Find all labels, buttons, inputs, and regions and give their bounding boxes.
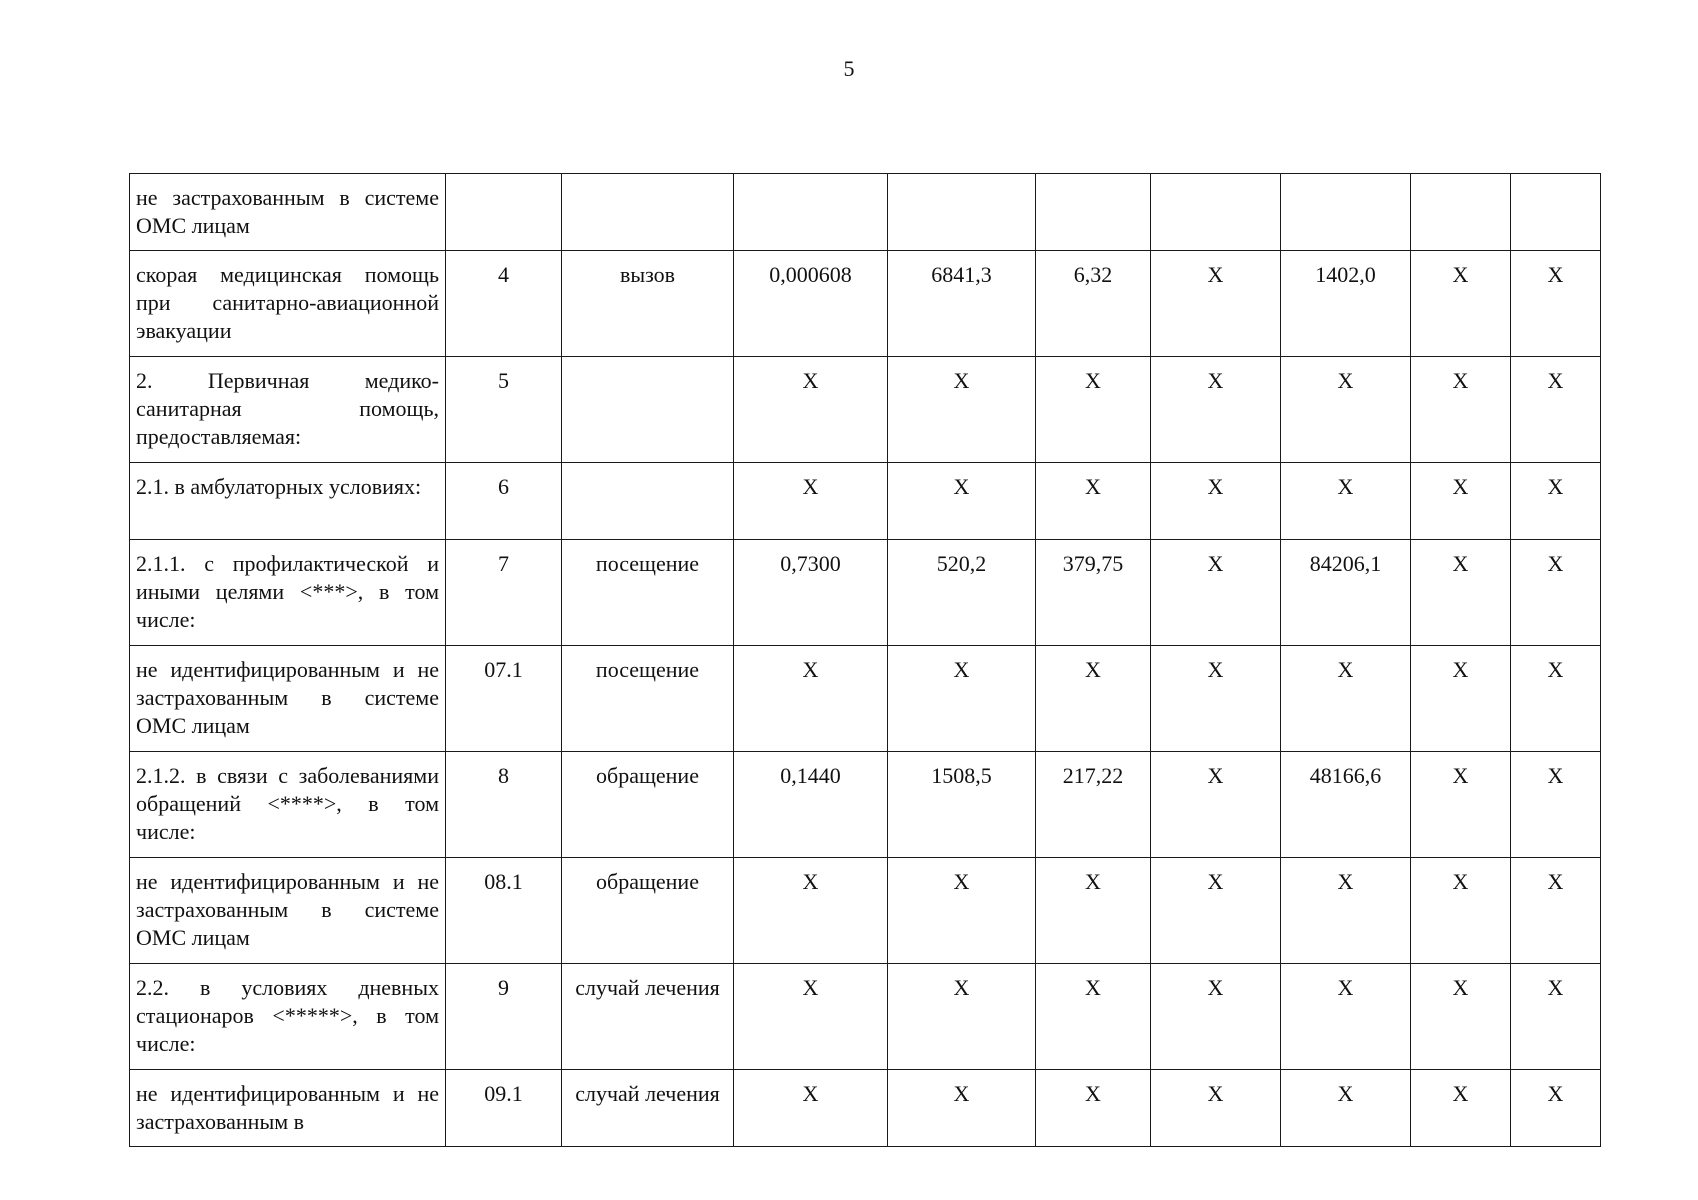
value-cell: 520,2	[888, 540, 1036, 646]
value-cell: X	[734, 463, 888, 540]
unit-cell	[562, 357, 734, 463]
value-cell: 6841,3	[888, 251, 1036, 357]
value-cell: X	[1511, 964, 1601, 1070]
row-name-cell: 2. Первичная медико-санитарная помощь, предоставляемая:	[130, 357, 446, 463]
row-name-cell: не застрахованным в системе ОМС лицам	[130, 174, 446, 251]
value-cell	[888, 174, 1036, 251]
value-cell: X	[1511, 752, 1601, 858]
row-number-cell: 7	[446, 540, 562, 646]
value-cell: X	[1411, 1070, 1511, 1147]
value-cell	[1151, 174, 1281, 251]
unit-cell	[562, 463, 734, 540]
unit-cell	[562, 174, 734, 251]
value-cell: X	[888, 1070, 1036, 1147]
row-name-cell: не идентифицированным и не застрахованным в системе ОМС лицам	[130, 858, 446, 964]
value-cell: X	[1151, 964, 1281, 1070]
table-row	[130, 357, 1601, 463]
value-cell: X	[1281, 357, 1411, 463]
unit-cell: обращение	[562, 752, 734, 858]
value-cell: X	[1151, 752, 1281, 858]
row-number-cell: 4	[446, 251, 562, 357]
value-cell: X	[734, 1070, 888, 1147]
value-cell: X	[734, 964, 888, 1070]
table-row	[130, 858, 1601, 964]
table-row	[130, 646, 1601, 752]
value-cell	[1036, 174, 1151, 251]
unit-cell: случай лечения	[562, 1070, 734, 1147]
unit-cell: вызов	[562, 251, 734, 357]
value-cell: X	[1411, 646, 1511, 752]
value-cell	[1511, 174, 1601, 251]
value-cell: X	[1281, 646, 1411, 752]
value-cell: X	[888, 463, 1036, 540]
table-row	[130, 174, 1601, 251]
value-cell: X	[1151, 646, 1281, 752]
value-cell: X	[1151, 540, 1281, 646]
value-cell: X	[1411, 357, 1511, 463]
row-name-cell: не идентифицированным и не застрахованным в системе ОМС лицам	[130, 646, 446, 752]
row-number-cell	[446, 174, 562, 251]
page-number: 5	[843, 56, 855, 81]
value-cell: X	[1411, 463, 1511, 540]
value-cell: X	[1281, 463, 1411, 540]
row-name-cell: 2.2. в условиях дневных стационаров <*****>, в том числе:	[130, 964, 446, 1070]
value-cell: 84206,1	[1281, 540, 1411, 646]
value-cell: X	[1036, 858, 1151, 964]
value-cell: X	[888, 964, 1036, 1070]
value-cell: X	[1151, 357, 1281, 463]
row-number-cell: 08.1	[446, 858, 562, 964]
medical-care-table	[129, 173, 1601, 1147]
row-number-cell: 5	[446, 357, 562, 463]
value-cell: X	[1511, 1070, 1601, 1147]
row-number-cell: 8	[446, 752, 562, 858]
value-cell	[1411, 174, 1511, 251]
value-cell: X	[1411, 858, 1511, 964]
unit-cell: обращение	[562, 858, 734, 964]
row-name-cell: 2.1.2. в связи с заболеваниями обращений <****>, в том числе:	[130, 752, 446, 858]
value-cell: X	[1151, 858, 1281, 964]
table-row	[130, 1070, 1601, 1147]
value-cell: 217,22	[1036, 752, 1151, 858]
row-number-cell: 9	[446, 964, 562, 1070]
value-cell: X	[734, 357, 888, 463]
value-cell: 0,1440	[734, 752, 888, 858]
unit-cell: посещение	[562, 646, 734, 752]
value-cell: X	[888, 858, 1036, 964]
value-cell: X	[1151, 251, 1281, 357]
table-row	[130, 463, 1601, 540]
value-cell	[1281, 174, 1411, 251]
value-cell: 1402,0	[1281, 251, 1411, 357]
value-cell: X	[1511, 858, 1601, 964]
value-cell: 0,000608	[734, 251, 888, 357]
value-cell: X	[1511, 646, 1601, 752]
value-cell: X	[1411, 752, 1511, 858]
row-name-cell: 2.1. в амбулаторных условиях:	[130, 463, 446, 540]
value-cell: X	[1411, 251, 1511, 357]
value-cell: X	[1511, 357, 1601, 463]
value-cell: X	[1151, 463, 1281, 540]
row-number-cell: 07.1	[446, 646, 562, 752]
value-cell: X	[1511, 251, 1601, 357]
value-cell: X	[1036, 964, 1151, 1070]
value-cell	[734, 174, 888, 251]
value-cell: 6,32	[1036, 251, 1151, 357]
row-number-cell: 6	[446, 463, 562, 540]
row-name-cell: 2.1.1. с профилактической и иными целями <***>, в том числе:	[130, 540, 446, 646]
table-row	[130, 964, 1601, 1070]
value-cell: 1508,5	[888, 752, 1036, 858]
value-cell: X	[1036, 357, 1151, 463]
value-cell: X	[888, 646, 1036, 752]
value-cell: X	[888, 357, 1036, 463]
table-row	[130, 752, 1601, 858]
value-cell: X	[1511, 463, 1601, 540]
value-cell: X	[1281, 964, 1411, 1070]
unit-cell: случай лечения	[562, 964, 734, 1070]
value-cell: 48166,6	[1281, 752, 1411, 858]
value-cell: X	[734, 646, 888, 752]
table-row	[130, 540, 1601, 646]
value-cell: X	[1511, 540, 1601, 646]
table-row	[130, 251, 1601, 357]
value-cell: X	[1411, 964, 1511, 1070]
value-cell: X	[734, 858, 888, 964]
row-number-cell: 09.1	[446, 1070, 562, 1147]
value-cell: X	[1036, 1070, 1151, 1147]
value-cell: X	[1151, 1070, 1281, 1147]
value-cell: X	[1036, 463, 1151, 540]
row-name-cell: скорая медицинская помощь при санитарно-авиационной эвакуации	[130, 251, 446, 357]
value-cell: 0,7300	[734, 540, 888, 646]
row-name-cell: не идентифицированным и не застрахованным в	[130, 1070, 446, 1147]
value-cell: X	[1411, 540, 1511, 646]
value-cell: X	[1281, 858, 1411, 964]
value-cell: X	[1036, 646, 1151, 752]
unit-cell: посещение	[562, 540, 734, 646]
value-cell: X	[1281, 1070, 1411, 1147]
value-cell: 379,75	[1036, 540, 1151, 646]
